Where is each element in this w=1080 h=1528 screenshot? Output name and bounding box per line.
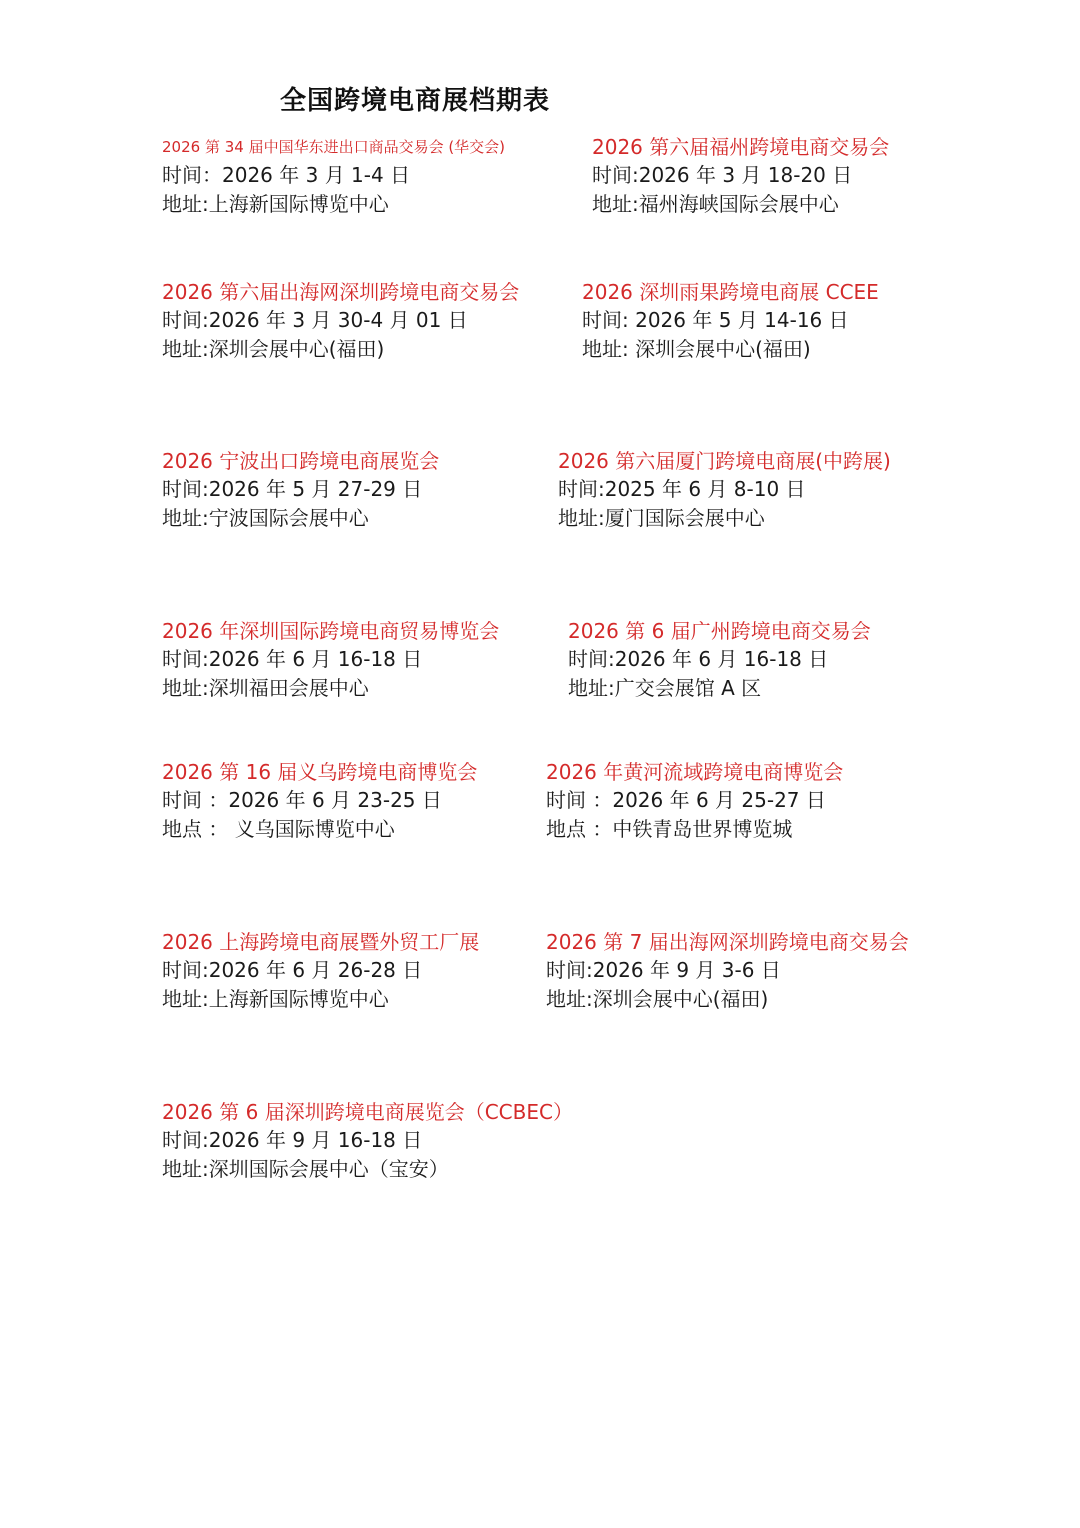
event-time: 时间:2026 年 3 月 18-20 日 bbox=[592, 163, 853, 187]
event-title: 2026 第六届厦门跨境电商展(中跨展) bbox=[558, 449, 891, 473]
event-card bbox=[592, 133, 889, 219]
event-time: 时间:2026 年 6 月 16-18 日 bbox=[568, 647, 829, 671]
event-title: 2026 第 7 届出海网深圳跨境电商交易会 bbox=[546, 930, 909, 954]
event-time: 时间 ：2026 年 6 月 25-27 日 bbox=[546, 788, 826, 812]
event-title: 2026 上海跨境电商展暨外贸工厂展 bbox=[162, 930, 480, 954]
event-card bbox=[546, 758, 843, 844]
event-title: 2026 第 16 届义乌跨境电商博览会 bbox=[162, 760, 478, 784]
event-title: 2026 深圳雨果跨境电商展 CCEE bbox=[582, 280, 879, 304]
event-address: 地点 ：中铁青岛世界博览城 bbox=[546, 817, 793, 841]
event-address: 地点 ： 义乌国际博览中心 bbox=[162, 817, 395, 841]
event-card bbox=[558, 447, 891, 533]
page-title: 全国跨境电商展档期表 bbox=[280, 86, 551, 116]
event-time: 时间:2026 年 3 月 30-4 月 01 日 bbox=[162, 308, 468, 332]
event-address: 地址:上海新国际博览中心 bbox=[162, 987, 389, 1011]
event-time: 时间:2026 年 9 月 16-18 日 bbox=[162, 1128, 423, 1152]
event-time: 时间:2025 年 6 月 8-10 日 bbox=[558, 477, 806, 501]
event-card bbox=[568, 617, 871, 703]
event-card bbox=[162, 617, 499, 703]
event-time: 时间:2026 年 5 月 27-29 日 bbox=[162, 477, 423, 501]
event-address: 地址:上海新国际博览中心 bbox=[162, 192, 389, 216]
event-address: 地址:深圳会展中心(福田) bbox=[162, 337, 385, 361]
event-address: 地址:厦门国际会展中心 bbox=[558, 506, 765, 530]
event-card bbox=[582, 278, 879, 364]
event-title: 2026 年黄河流域跨境电商博览会 bbox=[546, 760, 844, 784]
event-time: 时间:2026 年 6 月 16-18 日 bbox=[162, 647, 423, 671]
event-card bbox=[162, 447, 439, 533]
event-address: 地址:深圳福田会展中心 bbox=[162, 676, 369, 700]
event-time: 时间:2026 年 6 月 26-28 日 bbox=[162, 958, 423, 982]
event-card bbox=[162, 1098, 573, 1184]
event-card bbox=[162, 278, 519, 364]
event-address: 地址:福州海峡国际会展中心 bbox=[592, 192, 839, 216]
event-title: 2026 第 6 届广州跨境电商交易会 bbox=[568, 619, 871, 643]
event-address: 地址: 深圳会展中心(福田) bbox=[582, 337, 811, 361]
event-time: 时间 ：2026 年 6 月 23-25 日 bbox=[162, 788, 442, 812]
event-card bbox=[162, 758, 477, 844]
event-address: 地址:深圳会展中心(福田) bbox=[546, 987, 769, 1011]
event-time: 时间: 2026 年 5 月 14-16 日 bbox=[582, 308, 849, 332]
event-card bbox=[162, 928, 479, 1014]
event-title: 2026 宁波出口跨境电商展览会 bbox=[162, 449, 440, 473]
event-title: 2026 第 34 届中国华东进出口商品交易会 (华交会) bbox=[162, 138, 506, 156]
event-title: 2026 年深圳国际跨境电商贸易博览会 bbox=[162, 619, 500, 643]
event-card bbox=[546, 928, 909, 1014]
event-time: 时间：2026 年 3 月 1-4 日 bbox=[162, 163, 411, 187]
event-address: 地址:深圳国际会展中心（宝安） bbox=[162, 1157, 449, 1181]
event-title: 2026 第六届出海网深圳跨境电商交易会 bbox=[162, 280, 520, 304]
event-title: 2026 第 6 届深圳跨境电商展览会（CCBEC） bbox=[162, 1100, 573, 1124]
event-time: 时间:2026 年 9 月 3-6 日 bbox=[546, 958, 781, 982]
event-address: 地址:广交会展馆 A 区 bbox=[568, 676, 762, 700]
event-card bbox=[162, 133, 505, 219]
event-address: 地址:宁波国际会展中心 bbox=[162, 506, 369, 530]
event-title: 2026 第六届福州跨境电商交易会 bbox=[592, 135, 890, 159]
